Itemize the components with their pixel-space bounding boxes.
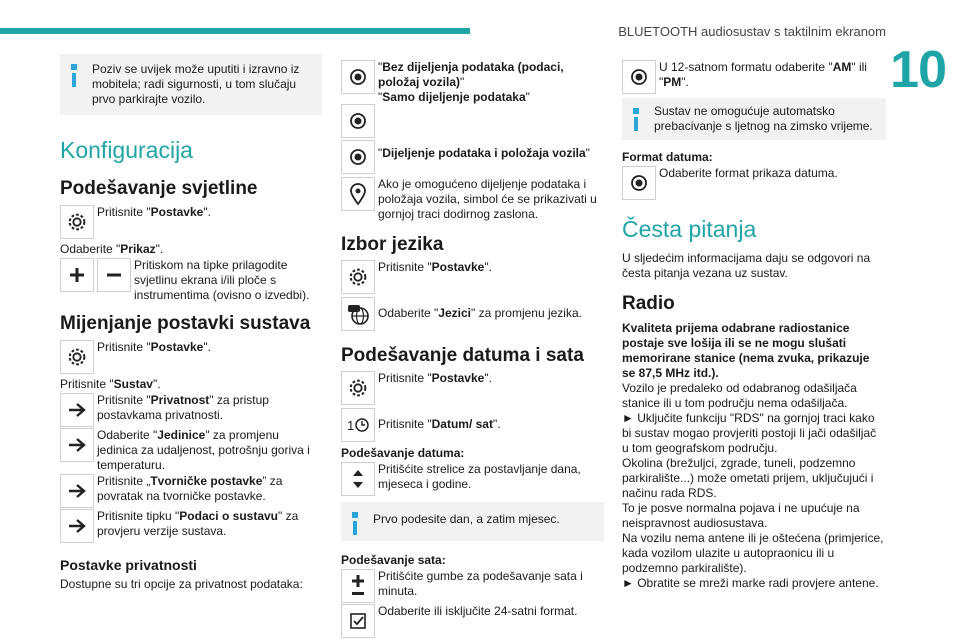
arrow-right-icon	[60, 428, 94, 462]
radio-button-icon	[622, 166, 656, 200]
text: Pritisnite "	[378, 260, 432, 274]
gear-icon	[60, 340, 94, 374]
text: Pritisnite "	[97, 205, 151, 219]
heading-sustava: Mijenjanje postavki sustava	[60, 313, 311, 334]
subheading-datuma: Podešavanje datuma:	[341, 446, 465, 460]
body-text: Pritišćite gumbe za podešavanje sata i minuta.	[378, 569, 583, 598]
text: Odaberite "	[60, 242, 121, 256]
step-row	[341, 604, 604, 638]
text: ".	[492, 417, 501, 431]
top-accent-bar	[0, 28, 470, 34]
radio-button-icon	[622, 60, 656, 94]
text: Pritisnite "	[378, 371, 432, 385]
text: Pritisnite "	[60, 377, 114, 391]
text-bold: Samo dijeljenje podataka	[382, 90, 526, 104]
heading-svjetline: Podešavanje svjetline	[60, 178, 258, 199]
step-row	[341, 297, 604, 331]
text-bold: Postavke	[150, 340, 204, 354]
heading-datuma: Podešavanje datuma i sata	[341, 345, 584, 366]
gear-icon	[341, 371, 375, 405]
text: " ili "	[659, 60, 867, 89]
text: Odaberite "	[97, 428, 158, 442]
text-bold: Jezici	[438, 306, 471, 320]
option-row	[341, 140, 604, 174]
text: Pritisnite "	[97, 393, 151, 407]
svg-text:1: 1	[347, 418, 355, 433]
heading-radio: Radio	[622, 293, 675, 314]
step-row	[341, 177, 604, 222]
gear-icon	[341, 260, 375, 294]
info-icon	[70, 64, 78, 88]
clock-icon	[341, 408, 375, 442]
step-row	[60, 258, 322, 303]
column-3	[622, 60, 886, 591]
minus-icon	[97, 258, 131, 292]
checkbox-icon	[341, 604, 375, 638]
info-note-text: Prvo podesite dan, a zatim mjesec.	[373, 512, 560, 526]
text: "	[460, 75, 465, 89]
text-bold: Datum/ sat	[431, 417, 493, 431]
step-text: Pritiskom na tipke prilagodite svjetlinu ekrana i/ili ploče s instrumentima (ovisno o izvedbi).	[134, 258, 310, 302]
body-text: Odaberite ili isključite 24-satni format.	[378, 604, 578, 618]
info-note	[60, 54, 322, 115]
option-row	[341, 104, 604, 138]
radio-button-icon	[341, 60, 375, 94]
text: ” za povratak na tvorničke postavke.	[97, 474, 283, 503]
subheading-format: Format datuma:	[622, 150, 713, 164]
step-row	[622, 166, 886, 200]
arrow-right-icon	[60, 393, 94, 427]
arrow-right-icon	[60, 509, 94, 543]
section-heading-pitanja: Česta pitanja	[622, 216, 757, 242]
step-row	[622, 60, 886, 94]
info-note	[622, 98, 886, 140]
step-row	[60, 205, 322, 239]
text: "	[378, 146, 383, 160]
text: Pritisnite "	[97, 340, 151, 354]
text-bold: Postavke	[431, 371, 485, 385]
plus-minus-icon	[341, 569, 375, 603]
arrow-right-icon	[60, 474, 94, 508]
step-row	[341, 462, 604, 496]
text-bold: AM	[832, 60, 852, 74]
text-bold: Podaci o sustavu	[179, 509, 278, 523]
text-bold: Postavke	[431, 260, 485, 274]
heading-jezika: Izbor jezika	[341, 234, 444, 255]
answer-text: Na vozilu nema antene ili je oštećena (primjerice, kada vozilom ulazite u autopraonicu ili u podzemno parkiralište).	[622, 531, 884, 575]
info-icon	[632, 108, 640, 132]
text-bold: Bez dijeljenja podataka (podaci, položaj vozila)	[378, 60, 564, 89]
text: " za promjenu jezika.	[471, 306, 582, 320]
step-row	[341, 371, 604, 405]
step-row	[341, 260, 604, 294]
step-text	[60, 242, 322, 257]
text: "	[525, 90, 530, 104]
text: " za pristup postavkama privatnosti.	[97, 393, 269, 422]
heading-privatnosti: Postavke privatnosti	[60, 557, 197, 573]
column-2	[341, 60, 604, 638]
text: ".	[484, 260, 492, 274]
radio-button-icon	[341, 140, 375, 174]
text-bold: Tvorničke postavke	[150, 474, 263, 488]
text: ".	[681, 75, 689, 89]
step-text	[60, 377, 322, 392]
step-row	[60, 393, 322, 427]
step-row	[341, 408, 604, 442]
column-1	[60, 52, 322, 592]
info-note-text: Poziv se uvijek može uputiti i izravno iz mobitela; radi sigurnosti, u tom slučaju prvo parkirajte vozilo.	[92, 62, 300, 106]
plus-icon	[60, 258, 94, 292]
intro-text: U sljedećim informacijama daju se odgovori na česta pitanja vezana uz sustav.	[622, 251, 871, 280]
text: ".	[155, 242, 164, 256]
text-bold: Jedinice	[157, 428, 206, 442]
answer-text: To je posve normalna pojava i ne upućuje na neispravnost audiosustava.	[622, 501, 860, 530]
up-down-arrows-icon	[341, 462, 375, 496]
info-note-text: Sustav ne omogućuje automatsko prebacivanje s ljetnog na zimsko vrijeme.	[654, 104, 873, 133]
text: ".	[484, 371, 492, 385]
info-icon	[351, 512, 359, 536]
answer-text: Vozilo je predaleko od odabranog odašiljača stanice ili u tom području nema odašiljača.	[622, 381, 857, 410]
text: "	[378, 90, 383, 104]
text-bold: Sustav	[113, 377, 153, 391]
radio-button-icon	[341, 104, 375, 138]
step-row	[60, 428, 322, 473]
text: " za promjenu jedinica za udaljenost, potrošnju goriva i temperaturu.	[97, 428, 310, 472]
text: ".	[152, 377, 161, 391]
text-bold: PM	[663, 75, 682, 89]
section-heading-konfiguracija: Konfiguracija	[60, 137, 193, 163]
text: Odaberite "	[378, 306, 439, 320]
text-bold: Dijeljenje podataka i položaja vozila	[382, 146, 586, 160]
text: Pritisnite "	[378, 417, 432, 431]
body-text: Odaberite format prikaza datuma.	[659, 166, 838, 180]
text: Pritisnite „	[97, 474, 151, 488]
body-text: Ako je omogućeno dijeljenje podataka i položaja vozila, simbol će se prikazivati u gornjoj traci dodirnog zaslona.	[378, 177, 597, 221]
location-pin-icon	[341, 177, 375, 211]
answer-text: ► Obratite se mreži marke radi provjere antene.	[622, 576, 879, 590]
step-row	[60, 509, 322, 543]
text: ".	[203, 340, 211, 354]
info-note	[341, 502, 604, 541]
text-bold: Postavke	[150, 205, 204, 219]
text: Pritisnite tipku "	[97, 509, 180, 523]
step-row	[341, 569, 604, 603]
text-bold: Prikaz	[120, 242, 156, 256]
question-text: Kvaliteta prijema odabrane radiostanice postaje sve lošija ili se ne mogu slušati memorirane stanice (nema zvuka, prikazuje se 87,5 MHz itd.).	[622, 321, 870, 380]
gear-icon	[60, 205, 94, 239]
step-row	[60, 474, 322, 508]
text: " za provjeru verzije sustava.	[97, 509, 299, 538]
answer-text: ► Uključite funkciju "RDS" na gornjoj traci kako bi sustav mogao provjeriti postoji li jači odašiljač u tom geografskom području.	[622, 411, 877, 455]
text: "	[585, 146, 590, 160]
header-title: BLUETOOTH audiosustav s taktilnim ekranom	[618, 24, 886, 39]
option-row	[341, 60, 604, 105]
language-globe-icon	[341, 297, 375, 331]
answer-text: Okolina (brežuljci, zgrade, tuneli, podzemno parkiralište...) može ometati prijem, uključujući i načinu rada RDS.	[622, 456, 874, 500]
subheading-sata: Podešavanje sata:	[341, 553, 446, 567]
text: U 12-satnom formatu odaberite "	[659, 60, 833, 74]
body-text: Pritišćite strelice za postavljanje dana, mjeseca i godine.	[378, 462, 581, 491]
chapter-number: 10	[890, 41, 946, 99]
body-text: Dostupne su tri opcije za privatnost podataka:	[60, 577, 303, 591]
text: ".	[203, 205, 211, 219]
text-bold: Privatnost	[150, 393, 210, 407]
text: "	[378, 60, 383, 74]
step-row	[60, 340, 322, 374]
